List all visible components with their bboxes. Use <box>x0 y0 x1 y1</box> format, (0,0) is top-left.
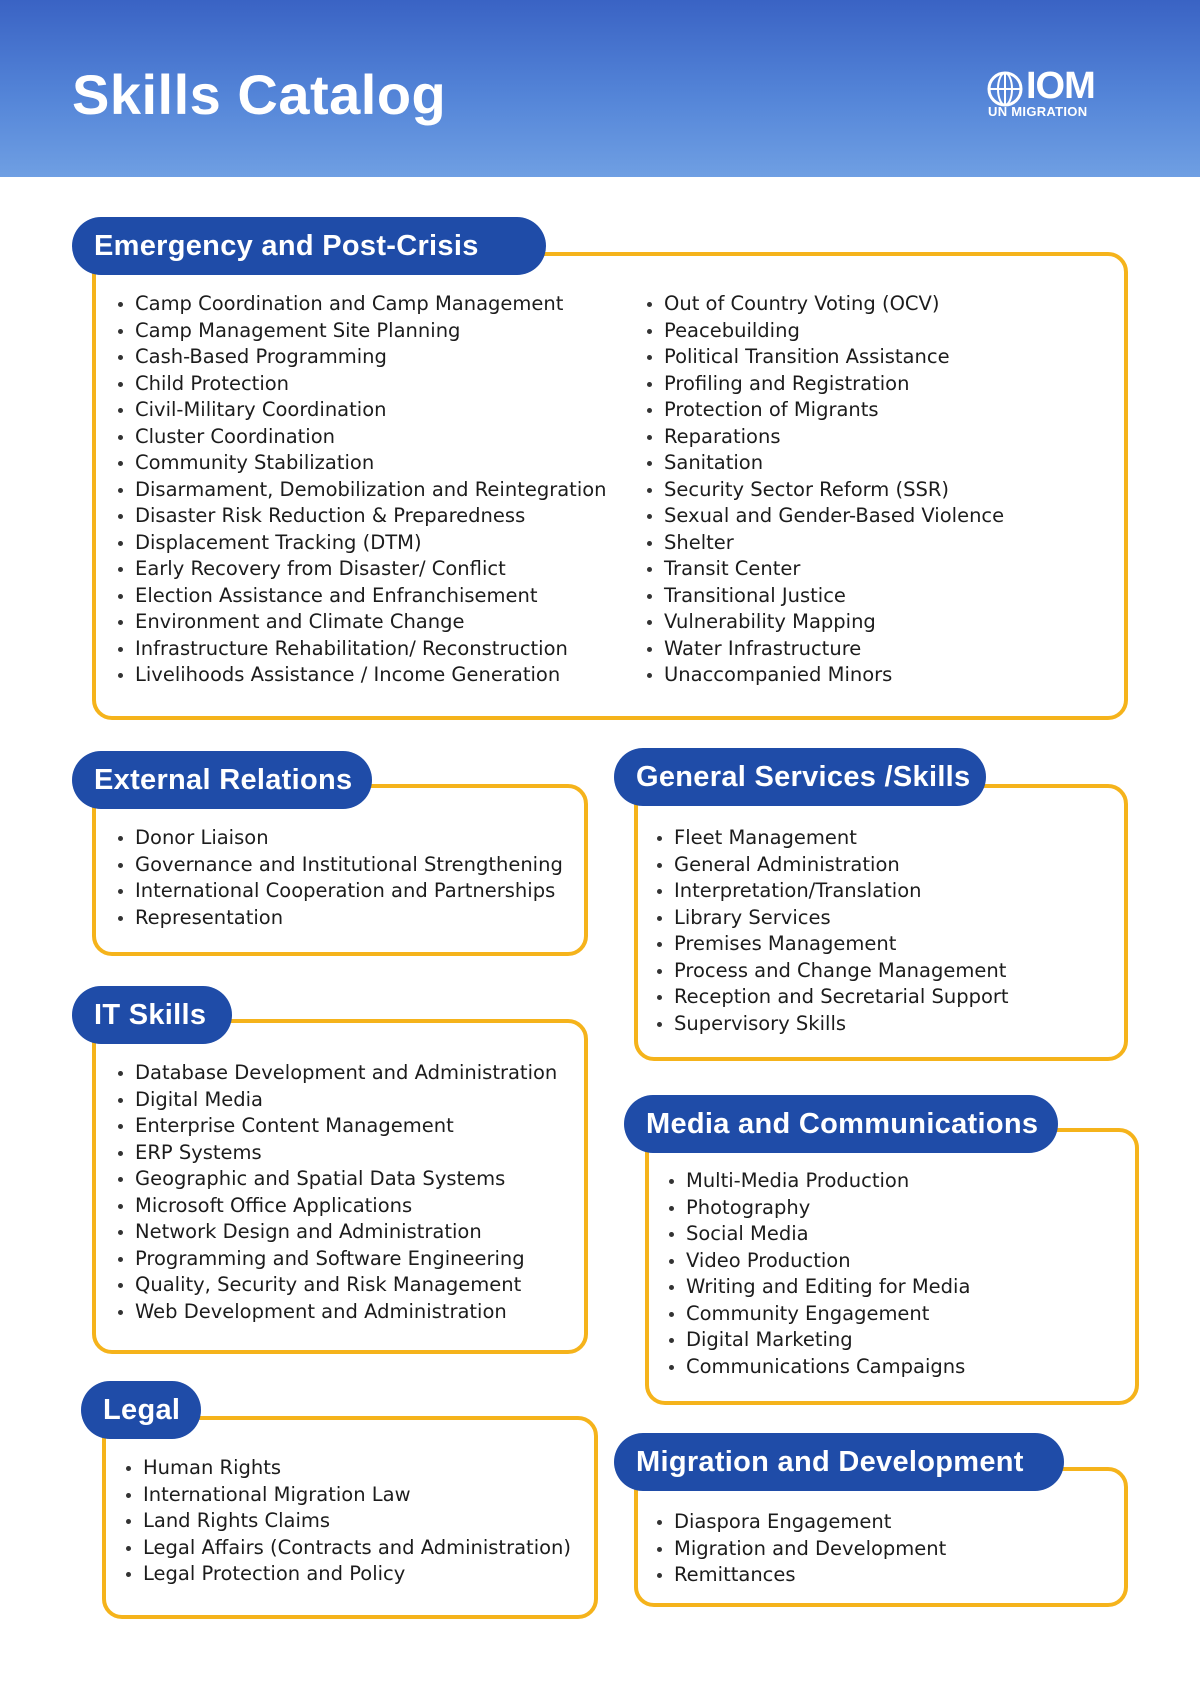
list-item: Sanitation <box>644 450 1004 477</box>
list-item: Governance and Institutional Strengthening <box>115 852 563 879</box>
list-item: Land Rights Claims <box>123 1508 571 1535</box>
section-title-emergency: Emergency and Post-Crisis <box>72 217 546 275</box>
it-skills-list <box>115 1060 557 1325</box>
migration-development-list <box>654 1509 946 1589</box>
list-item: Child Protection <box>115 371 607 398</box>
list-item: ERP Systems <box>115 1140 557 1167</box>
list-item: Election Assistance and Enfranchisement <box>115 583 607 610</box>
header-banner <box>0 0 1200 177</box>
list-item: Transit Center <box>644 556 1004 583</box>
list-item: Enterprise Content Management <box>115 1113 557 1140</box>
list-item: Peacebuilding <box>644 318 1004 345</box>
list-item: Geographic and Spatial Data Systems <box>115 1166 557 1193</box>
list-item: Web Development and Administration <box>115 1299 557 1326</box>
list-item: Unaccompanied Minors <box>644 662 1004 689</box>
list-item: Camp Coordination and Camp Management <box>115 291 607 318</box>
globe-icon <box>986 70 1024 108</box>
list-item: Social Media <box>666 1221 970 1248</box>
list-item: Interpretation/Translation <box>654 878 1009 905</box>
list-item: Cluster Coordination <box>115 424 607 451</box>
list-item: Representation <box>115 905 563 932</box>
iom-logo <box>986 66 1116 122</box>
list-item: Transitional Justice <box>644 583 1004 610</box>
list-item: Video Production <box>666 1248 970 1275</box>
list-item: International Migration Law <box>123 1482 571 1509</box>
emergency-list-col1 <box>115 291 607 689</box>
page-title: Skills Catalog <box>72 63 447 126</box>
section-title-general-services: General Services /Skills <box>614 748 986 806</box>
list-item: Profiling and Registration <box>644 371 1004 398</box>
list-item: Human Rights <box>123 1455 571 1482</box>
list-item: Early Recovery from Disaster/ Conflict <box>115 556 607 583</box>
list-item: Camp Management Site Planning <box>115 318 607 345</box>
list-item: Legal Protection and Policy <box>123 1561 571 1588</box>
legal-list <box>123 1455 571 1588</box>
list-item: Diaspora Engagement <box>654 1509 946 1536</box>
section-title-migration-development: Migration and Development <box>614 1433 1064 1491</box>
list-item: Migration and Development <box>654 1536 946 1563</box>
list-item: Security Sector Reform (SSR) <box>644 477 1004 504</box>
list-item: Supervisory Skills <box>654 1011 1009 1038</box>
list-item: Writing and Editing for Media <box>666 1274 970 1301</box>
list-item: Infrastructure Rehabilitation/ Reconstruction <box>115 636 607 663</box>
list-item: Civil-Military Coordination <box>115 397 607 424</box>
list-item: Disaster Risk Reduction & Preparedness <box>115 503 607 530</box>
section-title-legal: Legal <box>81 1381 201 1439</box>
general-services-list <box>654 825 1009 1037</box>
list-item: General Administration <box>654 852 1009 879</box>
list-item: Disarmament, Demobilization and Reintegration <box>115 477 607 504</box>
list-item: Digital Marketing <box>666 1327 970 1354</box>
list-item: Vulnerability Mapping <box>644 609 1004 636</box>
list-item: Microsoft Office Applications <box>115 1193 557 1220</box>
list-item: Environment and Climate Change <box>115 609 607 636</box>
section-title-media-communications: Media and Communications <box>624 1095 1058 1153</box>
list-item: Shelter <box>644 530 1004 557</box>
list-item: Photography <box>666 1195 970 1222</box>
logo-wordmark: IOM <box>1026 65 1095 107</box>
list-item: Water Infrastructure <box>644 636 1004 663</box>
list-item: Community Engagement <box>666 1301 970 1328</box>
list-item: Cash-Based Programming <box>115 344 607 371</box>
list-item: Reparations <box>644 424 1004 451</box>
list-item: Livelihoods Assistance / Income Generation <box>115 662 607 689</box>
list-item: Sexual and Gender-Based Violence <box>644 503 1004 530</box>
list-item: Premises Management <box>654 931 1009 958</box>
media-communications-list <box>666 1168 970 1380</box>
list-item: Out of Country Voting (OCV) <box>644 291 1004 318</box>
list-item: Programming and Software Engineering <box>115 1246 557 1273</box>
section-title-external-relations: External Relations <box>72 751 372 809</box>
list-item: Displacement Tracking (DTM) <box>115 530 607 557</box>
list-item: Protection of Migrants <box>644 397 1004 424</box>
list-item: International Cooperation and Partnerships <box>115 878 563 905</box>
list-item: Fleet Management <box>654 825 1009 852</box>
list-item: Library Services <box>654 905 1009 932</box>
list-item: Legal Affairs (Contracts and Administration) <box>123 1535 571 1562</box>
list-item: Process and Change Management <box>654 958 1009 985</box>
list-item: Remittances <box>654 1562 946 1589</box>
list-item: Communications Campaigns <box>666 1354 970 1381</box>
logo-tagline: UN MIGRATION <box>988 104 1088 119</box>
list-item: Database Development and Administration <box>115 1060 557 1087</box>
external-relations-list <box>115 825 563 931</box>
list-item: Multi-Media Production <box>666 1168 970 1195</box>
list-item: Donor Liaison <box>115 825 563 852</box>
list-item: Political Transition Assistance <box>644 344 1004 371</box>
emergency-list-col2 <box>644 291 1004 689</box>
list-item: Digital Media <box>115 1087 557 1114</box>
section-title-it-skills: IT Skills <box>72 986 232 1044</box>
list-item: Network Design and Administration <box>115 1219 557 1246</box>
list-item: Reception and Secretarial Support <box>654 984 1009 1011</box>
list-item: Community Stabilization <box>115 450 607 477</box>
list-item: Quality, Security and Risk Management <box>115 1272 557 1299</box>
